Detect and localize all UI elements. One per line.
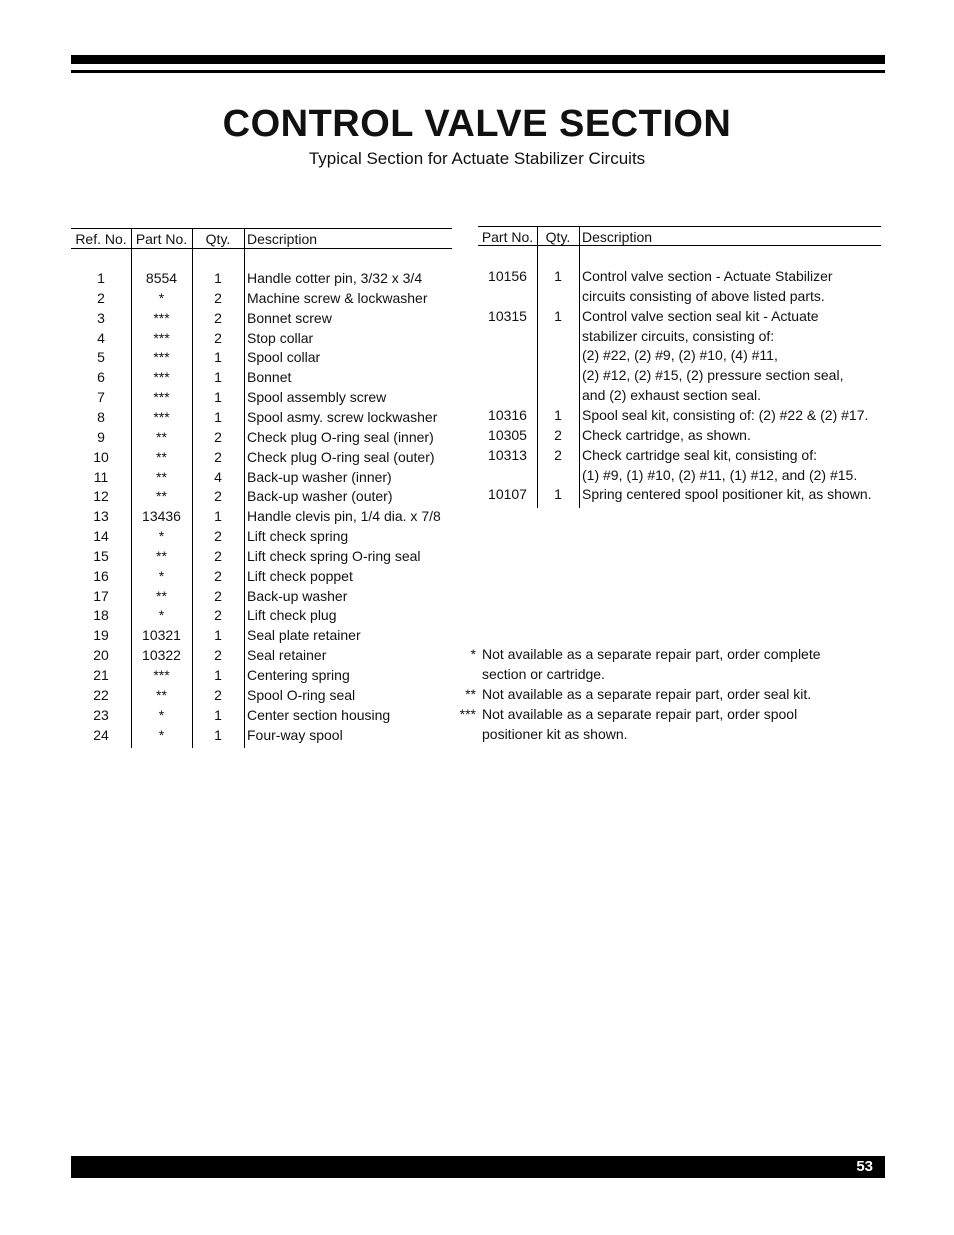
footnote-text: section or cartridge.	[482, 666, 605, 682]
cell-part-no: **	[156, 448, 167, 465]
cell-qty: 2	[214, 547, 222, 564]
cell-part-no: 10305	[488, 426, 527, 443]
col-divider	[244, 228, 245, 748]
cell-description: Seal retainer	[247, 647, 327, 664]
cell-ref-no: 8	[97, 408, 105, 425]
cell-qty: 1	[554, 307, 562, 324]
cell-ref-no: 4	[97, 329, 105, 346]
cell-part-no: ***	[153, 329, 170, 346]
cell-description: Centering spring	[247, 667, 350, 683]
cell-description: Back-up washer (inner)	[247, 468, 392, 485]
cell-ref-no: 22	[93, 686, 109, 703]
cell-ref-no: 13	[93, 508, 109, 525]
cell-ref-no: 1	[97, 270, 105, 286]
footnote-text: Not available as a separate repair part, order complete	[482, 646, 821, 662]
cell-ref-no: 11	[93, 468, 109, 485]
header-part-no: Part No.	[135, 231, 188, 247]
cell-description: Check cartridge, as shown.	[582, 426, 751, 443]
cell-part-no: **	[156, 488, 167, 505]
cell-ref-no: 7	[97, 389, 105, 406]
cell-qty: 2	[554, 446, 562, 463]
cell-ref-no: 5	[97, 349, 105, 366]
cell-description: Seal plate retainer	[247, 627, 361, 644]
cell-part-no: 10107	[488, 486, 527, 503]
footnote-mark: *	[470, 646, 476, 662]
cell-ref-no: 15	[93, 547, 109, 564]
footnote-mark: ***	[459, 706, 476, 722]
cell-description: Spool seal kit, consisting of: (2) #22 & (2) #17.	[582, 406, 869, 423]
page-number: 53	[856, 1158, 873, 1175]
cell-description: Lift check spring	[247, 528, 349, 545]
cell-description: Center section housing	[247, 706, 391, 723]
cell-qty: 2	[214, 647, 222, 664]
table-top-rule	[71, 228, 452, 229]
cell-description: Check plug O-ring seal (outer)	[247, 448, 435, 465]
cell-part-no: 10156	[488, 268, 527, 284]
cell-qty: 2	[214, 528, 222, 545]
cell-qty: 2	[214, 309, 222, 326]
footnote-text: positioner kit as shown.	[482, 726, 628, 742]
cell-part-no: *	[158, 289, 165, 306]
cell-ref-no: 9	[97, 428, 105, 445]
cell-ref-no: 3	[97, 309, 105, 326]
cell-ref-no: 14	[93, 528, 109, 545]
cell-part-no: **	[156, 468, 167, 485]
cell-description: Check plug O-ring seal (inner)	[247, 428, 434, 445]
cell-description: Spool O-ring seal	[247, 686, 356, 703]
cell-part-no: ***	[153, 408, 170, 425]
parts-table	[71, 228, 452, 748]
cell-part-no: *	[158, 528, 165, 545]
cell-part-no: **	[156, 428, 167, 445]
top-rule-thin	[71, 70, 885, 73]
cell-qty: 1	[214, 508, 222, 525]
cell-part-no: **	[156, 587, 167, 604]
cell-description: circuits consisting of above listed parts.	[582, 287, 825, 304]
cell-qty: 2	[214, 488, 222, 505]
cell-qty: 1	[214, 706, 222, 723]
cell-qty: 2	[214, 329, 222, 346]
footnote-text: Not available as a separate repair part, order seal kit.	[482, 686, 812, 702]
cell-qty: 2	[214, 686, 222, 703]
cell-part-no: ***	[153, 667, 170, 683]
header-qty: Qty.	[205, 231, 231, 247]
page-footer-bar	[71, 1156, 885, 1178]
cell-qty: 1	[214, 389, 222, 406]
header-qty: Qty.	[545, 229, 571, 245]
cell-part-no: *	[158, 726, 165, 743]
cell-ref-no: 24	[93, 726, 109, 743]
cell-part-no: 10313	[488, 446, 527, 463]
cell-qty: 4	[214, 468, 222, 485]
cell-qty: 1	[554, 486, 562, 503]
page-subtitle: Typical Section for Actuate Stabilizer Circuits	[308, 149, 646, 168]
cell-ref-no: 17	[93, 587, 109, 604]
cell-part-no: *	[158, 607, 165, 624]
cell-qty: 2	[214, 448, 222, 465]
cell-description: and (2) exhaust section seal.	[582, 387, 761, 404]
top-rule-thick	[71, 55, 885, 64]
cell-part-no: *	[158, 567, 165, 584]
cell-qty: 2	[214, 428, 222, 445]
page-title: CONTROL VALVE SECTION	[222, 103, 732, 145]
col-divider	[579, 226, 580, 508]
cell-description: Check cartridge seal kit, consisting of:	[582, 446, 817, 463]
cell-qty: 1	[214, 726, 222, 743]
cell-part-no: 10322	[142, 647, 181, 664]
header-ref-no: Ref. No.	[75, 231, 127, 247]
cell-description: (2) #12, (2) #15, (2) pressure section seal,	[582, 367, 844, 384]
cell-qty: 1	[214, 627, 222, 644]
cell-qty: 2	[214, 567, 222, 584]
header-description: Description	[582, 229, 653, 245]
cell-qty: 1	[214, 369, 222, 386]
cell-ref-no: 16	[93, 567, 109, 584]
cell-description: Handle cotter pin, 3/32 x 3/4	[247, 270, 423, 286]
cell-description: Spool collar	[247, 349, 321, 366]
cell-description: Four-way spool	[247, 726, 343, 743]
header-description: Description	[247, 231, 318, 247]
cell-description: Spool asmy. screw lockwasher	[247, 408, 438, 425]
cell-qty: 2	[554, 426, 562, 443]
cell-ref-no: 2	[97, 289, 105, 306]
cell-description: Back-up washer (outer)	[247, 488, 393, 505]
cell-description: Spool assembly screw	[247, 389, 387, 406]
cell-qty: 1	[214, 270, 222, 286]
cell-ref-no: 19	[93, 627, 109, 644]
cell-ref-no: 6	[97, 369, 105, 386]
cell-part-no: **	[156, 686, 167, 703]
cell-qty: 1	[554, 406, 562, 423]
cell-ref-no: 10	[93, 448, 109, 465]
cell-part-no: 8554	[145, 270, 178, 286]
cell-description: Control valve section seal kit - Actuate	[582, 307, 819, 324]
cell-description: (1) #9, (1) #10, (2) #11, (1) #12, and (2) #15.	[582, 466, 858, 483]
cell-description: Machine screw & lockwasher	[247, 289, 428, 306]
kits-table	[478, 226, 881, 508]
cell-ref-no: 20	[93, 647, 109, 664]
cell-ref-no: 23	[93, 706, 109, 723]
cell-description: Lift check spring O-ring seal	[247, 547, 421, 564]
cell-part-no: ***	[153, 369, 170, 386]
cell-description: Stop collar	[247, 329, 314, 346]
header-part-no: Part No.	[481, 229, 534, 245]
cell-description: Spring centered spool positioner kit, as shown.	[582, 486, 872, 503]
cell-part-no: ***	[153, 349, 170, 366]
cell-description: Lift check plug	[247, 607, 337, 624]
cell-description: Back-up washer	[247, 587, 348, 604]
cell-qty: 2	[214, 289, 222, 306]
cell-part-no: 10321	[142, 627, 181, 644]
cell-description: (2) #22, (2) #9, (2) #10, (4) #11,	[582, 347, 778, 364]
cell-description: Handle clevis pin, 1/4 dia. x 7/8	[247, 508, 441, 525]
cell-part-no: ***	[153, 309, 170, 326]
cell-qty: 2	[214, 607, 222, 624]
cell-part-no: 10316	[488, 406, 527, 423]
cell-description: Bonnet screw	[247, 309, 332, 326]
cell-qty: 1	[214, 408, 222, 425]
cell-qty: 1	[214, 349, 222, 366]
cell-ref-no: 21	[93, 667, 109, 683]
cell-qty: 1	[214, 667, 222, 683]
cell-part-no: **	[156, 547, 167, 564]
table-header-rule	[71, 248, 452, 249]
cell-part-no: 13436	[142, 508, 181, 525]
cell-description: Bonnet	[247, 369, 292, 386]
cell-part-no: 10315	[488, 307, 527, 324]
cell-part-no: ***	[153, 389, 170, 406]
cell-description: stabilizer circuits, consisting of:	[582, 327, 775, 344]
cell-ref-no: 18	[93, 607, 109, 624]
footnote-text: Not available as a separate repair part, order spool	[482, 706, 798, 722]
cell-qty: 1	[554, 268, 562, 284]
cell-description: Lift check poppet	[247, 567, 353, 584]
cell-ref-no: 12	[93, 488, 109, 505]
cell-qty: 2	[214, 587, 222, 604]
table-top-rule	[478, 226, 881, 227]
cell-description: Control valve section - Actuate Stabilizer	[582, 268, 833, 284]
footnote-mark: **	[465, 686, 476, 702]
cell-part-no: *	[158, 706, 165, 723]
